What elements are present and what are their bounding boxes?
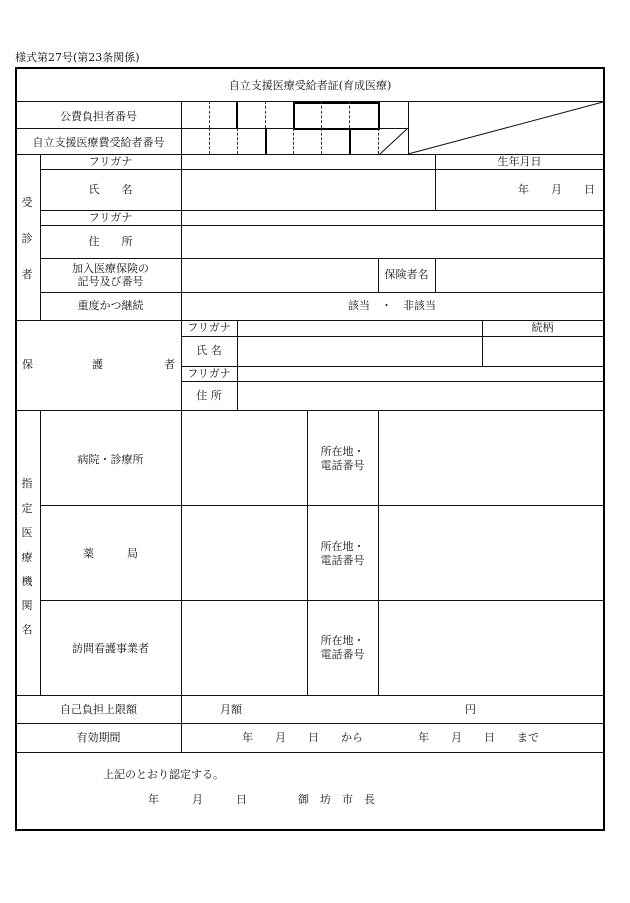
patient-furigana2-label: フリガナ	[88, 211, 133, 224]
institution-char-1: 指	[21, 477, 33, 490]
patient-section-char-1: 受	[21, 196, 33, 209]
nursing-location-2: 電話番号	[320, 648, 365, 661]
nursing-location-1: 所在地・	[320, 634, 365, 647]
guardian-char-1: 保	[22, 358, 33, 371]
institution-char-5: 機	[21, 575, 33, 588]
limit-monthly: 月額	[220, 703, 242, 716]
patient-name-label: 氏 名	[88, 183, 133, 196]
guardian-char-3: 者	[164, 358, 175, 371]
certification-date: 年 月 日	[148, 793, 247, 806]
nursing-label: 訪問看護事業者	[72, 642, 149, 655]
insurance-label-2: 記号及び番号	[77, 275, 144, 288]
institution-char-3: 医	[21, 526, 33, 539]
form-title: 自立支援医療受給者証(育成医療)	[228, 79, 392, 92]
patient-section-char-3: 者	[21, 268, 33, 281]
validity-label: 有効期間	[76, 731, 121, 744]
patient-section-char-2: 診	[21, 232, 33, 245]
institution-char-6: 関	[21, 599, 33, 612]
birthdate-value: 年 月 日	[518, 183, 595, 196]
insurance-label-1: 加入医療保険の	[72, 262, 149, 275]
certification-issuer: 御 坊 市 長	[298, 793, 375, 806]
pharmacy-label: 薬 局	[83, 547, 138, 560]
guardian-name-label: 氏 名	[196, 344, 222, 357]
hospital-label: 病院・診療所	[77, 453, 144, 466]
certification-text: 上記のとおり認定する。	[103, 768, 224, 781]
severe-label: 重度かつ継続	[77, 299, 144, 312]
validity-value: 年 月 日 から 年 月 日 まで	[242, 731, 539, 744]
severe-value: 該当 ・ 非該当	[348, 299, 436, 312]
limit-yen: 円	[465, 703, 476, 716]
insurer-label: 保険者名	[384, 268, 429, 281]
hospital-location-2: 電話番号	[320, 459, 365, 472]
guardian-char-2: 護	[92, 358, 103, 371]
payer-number-label: 公費負担者番号	[60, 110, 137, 123]
pharmacy-location-1: 所在地・	[320, 540, 365, 553]
institution-char-2: 定	[21, 502, 33, 515]
guardian-furigana2-label: フリガナ	[187, 367, 231, 380]
limit-label: 自己負担上限額	[60, 703, 137, 716]
patient-furigana-label: フリガナ	[88, 155, 133, 168]
guardian-furigana-label: フリガナ	[187, 321, 231, 334]
birthdate-label: 生年月日	[497, 155, 542, 168]
institution-char-4: 療	[21, 551, 33, 564]
relation-label: 続柄	[531, 321, 554, 334]
pharmacy-location-2: 電話番号	[320, 554, 365, 567]
recipient-number-label: 自立支援医療費受給者番号	[32, 136, 165, 149]
institution-char-7: 名	[21, 623, 33, 636]
form-number: 様式第27号(第23条関係)	[15, 51, 140, 64]
guardian-address-label: 住 所	[196, 389, 222, 402]
patient-address-label: 住 所	[88, 235, 133, 248]
hospital-location-1: 所在地・	[320, 445, 365, 458]
